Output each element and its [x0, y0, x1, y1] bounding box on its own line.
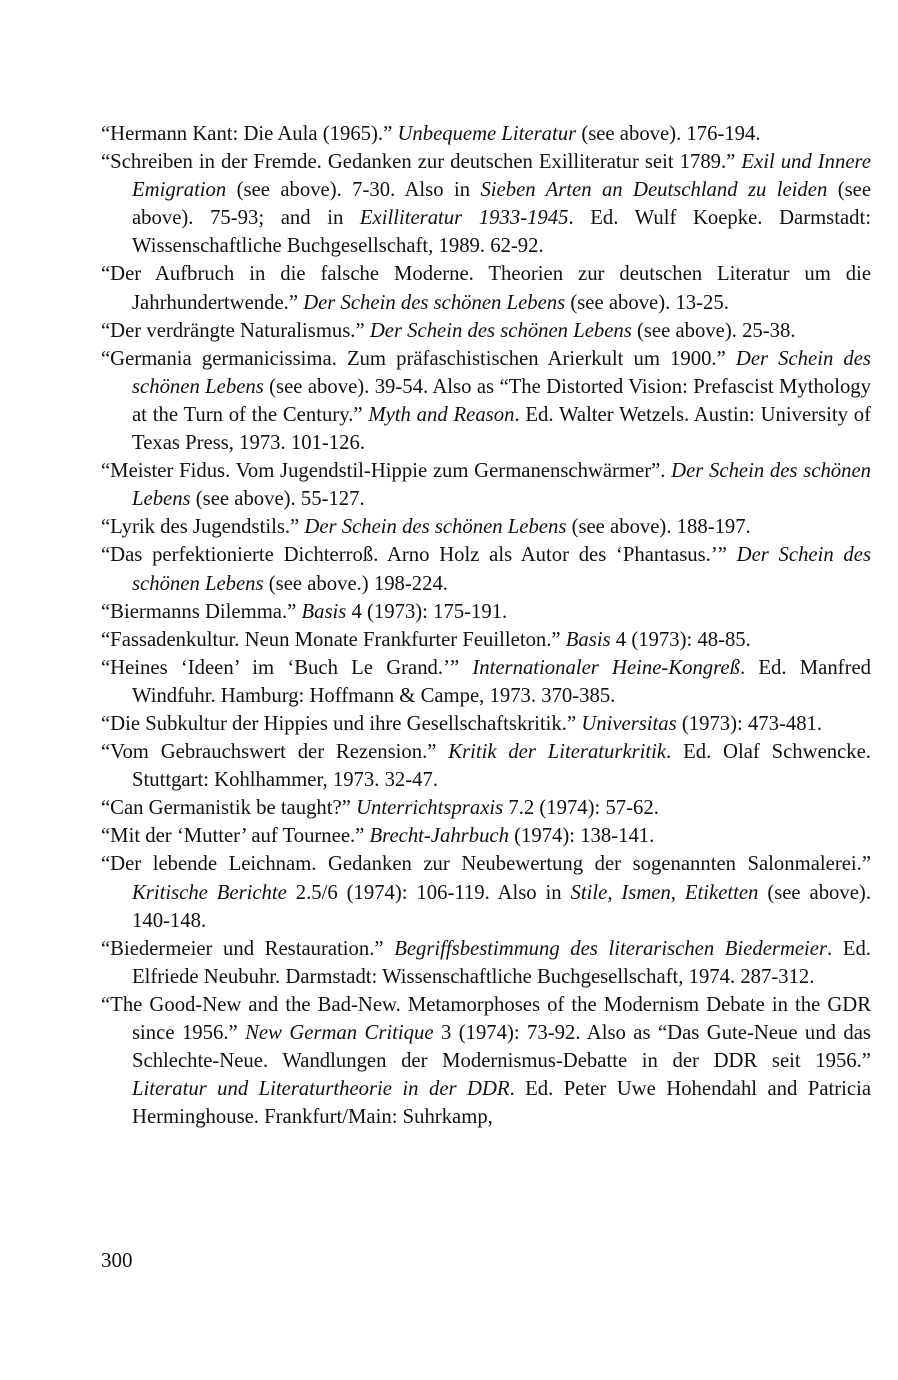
bibliography-entry: [101, 626, 871, 654]
entry-title-italic: Brecht-Jahrbuch: [369, 825, 509, 848]
entry-title-italic: Basis: [301, 600, 347, 623]
entry-text: “Can Germanistik be taught?”: [101, 797, 357, 820]
bibliography-entry: [101, 794, 871, 822]
entry-text: “Die Subkultur der Hippies und ihre Gesellschaftskritik.”: [101, 712, 582, 735]
entry-title-italic: Kritische Berichte: [132, 881, 287, 904]
entry-text: “Der Aufbruch in die falsche Moderne. Theorien zur deutschen Literatur um die Jahrhundertwende.”: [101, 263, 871, 314]
entry-text: “Biedermeier und Restauration.”: [101, 937, 395, 960]
entry-text: . Ed. Manfred Windfuhr. Hamburg: Hoffmann & Campe, 1973. 370-385.: [132, 656, 871, 707]
entry-text: (see above). 140-148.: [132, 881, 871, 932]
entry-title-italic: Unbequeme Literatur: [397, 123, 577, 145]
entry-text: (see above). 176-194.: [576, 123, 761, 145]
bibliography-entry: [101, 710, 871, 738]
bibliography-entry: [101, 148, 871, 260]
entry-text: “Der lebende Leichnam. Gedanken zur Neubewertung der sogenannten Salonmalerei.”: [101, 853, 871, 876]
bibliography-entry: [101, 991, 871, 1131]
entry-text: . Ed. Wulf Koepke. Darmstadt: Wissenschaftliche Buchgesellschaft, 1989. 62-92.: [132, 207, 872, 258]
entry-text: “Der verdrängte Naturalismus.”: [101, 319, 370, 342]
entry-text: (see above). 25-38.: [631, 319, 796, 342]
entry-title-italic: Exilliteratur 1933-1945: [359, 207, 569, 230]
bibliography-entry: [101, 935, 871, 991]
bibliography-entry: [101, 513, 871, 541]
entry-text: . Ed. Walter Wetzels. Austin: University of Texas Press, 1973. 101-126.: [132, 403, 871, 455]
entry-title-italic: Der Schein des schönen Lebens: [304, 516, 567, 539]
entry-text: 2.5/6 (1974): 106-119. Also in: [286, 881, 571, 904]
entry-text: . Ed. Elfriede Neubuhr. Darmstadt: Wissenschaftliche Buchgesellschaft, 1974. 287-312.: [132, 937, 871, 988]
entry-text: (1973): 473-481.: [676, 712, 823, 735]
page-number: 300: [101, 1248, 133, 1272]
entry-text: “Hermann Kant: Die Aula (1965).”: [101, 123, 398, 145]
entry-text: “Schreiben in der Fremde. Gedanken zur deutschen Exilliteratur seit 1789.”: [101, 151, 742, 174]
entry-title-italic: Literatur und Literaturtheorie in der DDR: [132, 1078, 510, 1101]
entry-title-italic: Unterrichtspraxis: [356, 797, 504, 820]
entry-text: 4 (1973): 48-85.: [610, 628, 751, 651]
entry-text: 7.2 (1974): 57-62.: [503, 797, 659, 820]
entry-text: “Vom Gebrauchswert der Rezension.”: [101, 741, 449, 764]
entry-title-italic: Basis: [565, 628, 611, 651]
entry-title-italic: Exil und Innere Emigration: [132, 151, 871, 202]
bibliography-entry: [101, 598, 871, 626]
entry-text: . Ed. Olaf Schwencke. Stuttgart: Kohlhammer, 1973. 32-47.: [132, 741, 871, 792]
entry-title-italic: Stile, Ismen, Etiketten: [570, 881, 759, 904]
entry-title-italic: Begriffsbestimmung des literarischen Biedermeier: [394, 937, 828, 960]
entry-text: “Germania germanicissima. Zum präfaschistischen Arierkult um 1900.”: [101, 347, 736, 370]
entry-title-italic: Der Schein des schönen Lebens: [132, 460, 871, 511]
entry-title-italic: Universitas: [581, 712, 677, 735]
bibliography-entry: [101, 822, 871, 850]
entry-text: (see above). 188-197.: [566, 516, 751, 539]
bibliography-entry: [101, 738, 871, 794]
entry-title-italic: New German Critique: [245, 1022, 434, 1044]
bibliography-entry: [101, 120, 871, 148]
entry-title-italic: Sieben Arten an Deutschland zu leiden: [480, 179, 828, 202]
entry-title-italic: Der Schein des schönen Lebens: [132, 544, 871, 595]
entry-text: (see above). 75-93; and in: [132, 179, 872, 230]
entry-text: “Das perfektionierte Dichterroß. Arno Holz als Autor des ‘Phantasus.’”: [101, 544, 737, 567]
bibliography-entry: [101, 317, 871, 345]
entry-text: (see above). 13-25.: [565, 291, 729, 314]
bibliography-entry: [101, 457, 871, 513]
bibliography-entry: [101, 541, 871, 597]
entry-text: “Biermanns Dilemma.”: [101, 600, 302, 623]
entry-title-italic: Der Schein des schönen Lebens: [369, 319, 632, 342]
entry-text: 3 (1974): 73-92. Also as “Das Gute-Neue und das Schlechte-Neue. Wandlungen der Modernismus-Debatte in der DDR seit 1956.”: [132, 1022, 871, 1073]
entry-title-italic: Myth and Reason: [368, 403, 515, 426]
entry-text: . Ed. Peter Uwe Hohendahl and Patricia Herminghouse. Frankfurt/Main: Suhrkamp,: [132, 1078, 871, 1129]
entry-text: “Meister Fidus. Vom Jugendstil-Hippie zum Germanenschwärmer”.: [101, 460, 672, 483]
entry-title-italic: Kritik der Literaturkritik: [448, 741, 667, 764]
entry-text: (1974): 138-141.: [508, 825, 655, 848]
entry-title-italic: Der Schein des schönen Lebens: [303, 291, 566, 314]
bibliography-list: [101, 120, 871, 1131]
entry-text: “Lyrik des Jugendstils.”: [101, 516, 305, 539]
entry-text: (see above). 55-127.: [190, 488, 365, 511]
entry-text: (see above.) 198-224.: [263, 572, 448, 595]
entry-text: “Heines ‘Ideen’ im ‘Buch Le Grand.’”: [101, 656, 473, 679]
entry-text: (see above). 7-30. Also in: [226, 179, 481, 202]
entry-title-italic: Der Schein des schönen Lebens: [132, 347, 871, 398]
entry-text: 4 (1973): 175-191.: [346, 600, 508, 623]
entry-text: (see above). 39-54. Also as “The Distorted Vision: Prefascist Mythology at the Turn of the Century.”: [132, 375, 871, 426]
entry-text: “Fassadenkultur. Neun Monate Frankfurter Feuilleton.”: [101, 628, 566, 651]
bibliography-entry: [101, 260, 871, 316]
entry-text: “Mit der ‘Mutter’ auf Tournee.”: [101, 825, 370, 848]
entry-title-italic: Internationaler Heine-Kongreß: [472, 656, 740, 679]
bibliography-entry: [101, 654, 871, 710]
bibliography-entry: [101, 345, 871, 457]
bibliography-entry: [101, 850, 871, 934]
entry-text: “The Good-New and the Bad-New. Metamorphoses of the Modernism Debate in the GDR since 1956.”: [101, 993, 871, 1044]
